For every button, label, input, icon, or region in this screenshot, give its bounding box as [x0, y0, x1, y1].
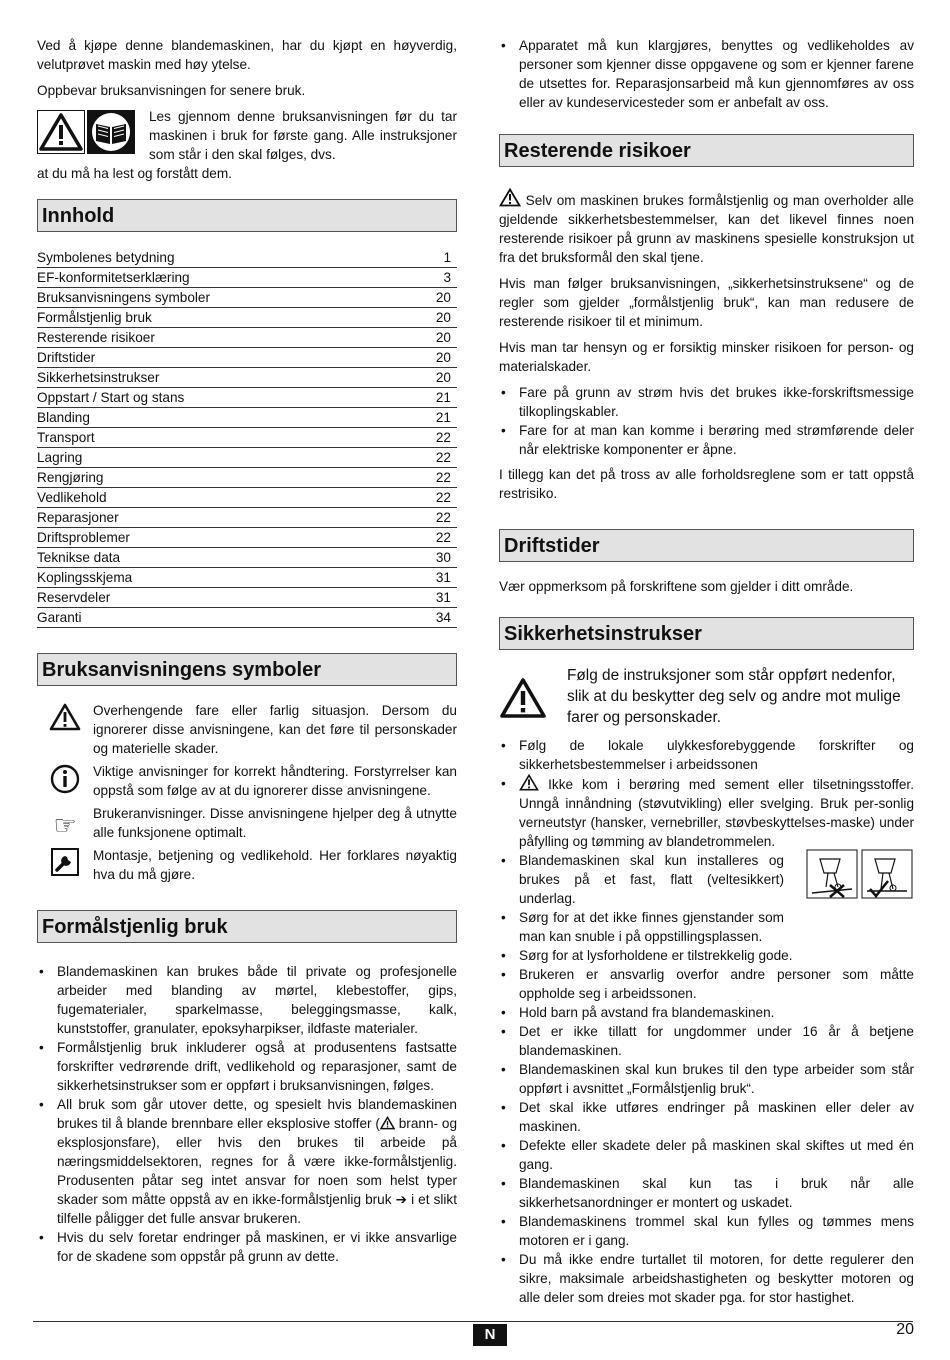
- warning-triangle-icon: [49, 703, 81, 731]
- toc-entry-label: Transport: [37, 430, 95, 445]
- residual-paragraph-2: Hvis man følger bruksanvisningen, „sikkerhetsinstruksene“ og de regler som gjelder „formålstjenlig bruk“, kan man redusere de resterende risikoer til et minimum.: [499, 276, 914, 329]
- residual-paragraph-1: Selv om maskinen brukes formålstjenlig og man overholder alle gjeldende sikkerhetsbestemmelser, kan det likevel finnes noen resterende risikoer på grunn av maskinens spesielle konstruksjon ut fra det bruksformål den skal tjene.: [499, 188, 914, 267]
- toc-row: [37, 268, 457, 288]
- list-item: • Du må ikke endre turtallet til motoren, for dette regulerer den sikre, maksimale arbeidshastigheten og beskytter motoren og alle deler som dreies mot skader pga. for stor hastighet.: [499, 1250, 914, 1307]
- toc-entry-label: Formålstjenlig bruk: [37, 310, 152, 325]
- read-manual-block: [37, 107, 457, 164]
- toc-entry-label: Koplingsskjema: [37, 570, 133, 585]
- toc-entry-page: 21: [435, 410, 451, 425]
- toc-entry-label: Driftsproblemer: [37, 530, 130, 545]
- safety-lead-text: Følg de instruksjoner som står oppført nedenfor, slik at du beskytter deg selv og andre mot mulige farer og personskader.: [567, 667, 901, 726]
- residual-paragraph-4: I tillegg kan det på tross av alle forholdsreglene som er tatt oppstå restrisiko.: [499, 467, 914, 501]
- toc-section: [37, 199, 457, 628]
- symbol-warning-text: Overhengende fare eller farlig situasjon. Dersom du ignorerer disse anvisningene, kan det føre til personskader og materielle skader.: [93, 703, 457, 756]
- toc-entry-page: 20: [435, 330, 451, 345]
- toc-entry-label: Reparasjoner: [37, 510, 119, 525]
- symbol-row-warning: [37, 701, 457, 758]
- toc-row: [37, 528, 457, 548]
- list-item: • Følg de lokale ulykkesforebyggende forskrifter og sikkerhetsbestemmelser i arbeidssonen: [499, 736, 914, 774]
- toc-entry-label: Oppstart / Start og stans: [37, 390, 185, 405]
- list-item: • Blandemaskinen skal kun installeres og brukes på et fast, flatt (veltesikkert) underlag.: [499, 851, 914, 908]
- toc-entry-page: 20: [435, 310, 451, 325]
- toc-entry-label: Sikkerhetsinstrukser: [37, 370, 160, 385]
- list-item: • Sørg for at lysforholdene er tilstrekkelig gode.: [499, 946, 914, 965]
- toc-row: [37, 468, 457, 488]
- operating-times-heading: Driftstider: [499, 529, 914, 562]
- list-item: • Det er ikke tillatt for ungdommer under 16 år å betjene blandemaskinen.: [499, 1022, 914, 1060]
- left-column: [37, 36, 457, 1266]
- intro-paragraph-3: Les gjennom denne bruksanvisningen før du tar maskinen i bruk for første gang. Alle instruksjoner som står i den skal følges, dvs.: [149, 109, 457, 162]
- toc-row: [37, 348, 457, 368]
- read-manual-icons: [37, 110, 135, 164]
- list-item: • Blandemaskinen skal kun brukes til den type arbeider som står oppført i avsnittet „Formålstjenlig bruk“.: [499, 1060, 914, 1098]
- symbol-wrench-text: Montasje, betjening og vedlikehold. Her forklares nøyaktig hva du må gjøre.: [93, 848, 457, 882]
- toc-row: [37, 448, 457, 468]
- symbol-row-info: [37, 762, 457, 800]
- list-item: • Fare for at man kan komme i berøring med strømførende deler når elektriske komponenter er åpne.: [499, 421, 914, 459]
- read-manual-book-icon: [87, 110, 135, 154]
- toc-row: [37, 428, 457, 448]
- toc-entry-label: Driftstider: [37, 350, 96, 365]
- toc-entry-page: 22: [435, 430, 451, 445]
- symbol-row-hand: [37, 804, 457, 842]
- language-badge: N: [473, 1324, 507, 1346]
- intended-use-list: [37, 962, 457, 1266]
- warning-triangle-icon: [380, 1116, 395, 1130]
- symbol-info-text: Viktige anvisninger for korrekt håndtering. Forstyrrelser kan oppstå som følge av at du ignorerer disse anvisningene.: [93, 764, 457, 798]
- info-icon: [50, 764, 80, 794]
- warning-triangle-icon: [519, 774, 539, 791]
- toc-entry-label: Bruksanvisningens symboler: [37, 290, 211, 305]
- toc-row: [37, 548, 457, 568]
- right-intro-list: [499, 36, 914, 112]
- list-item: • Brukeren er ansvarlig overfor andre personer som måtte oppholde seg i arbeidssonen.: [499, 965, 914, 1003]
- toc-entry-label: Reservdeler: [37, 590, 111, 605]
- residual-list: [499, 383, 914, 459]
- toc-row: [37, 368, 457, 388]
- list-item: • Blandemaskinens trommel skal kun fylles og tømmes mens motoren er i gang.: [499, 1212, 914, 1250]
- warning-triangle-icon: [499, 677, 547, 719]
- toc-entry-page: 22: [435, 490, 451, 505]
- toc-row: [37, 568, 457, 588]
- toc-entry-page: 20: [435, 350, 451, 365]
- list-item: • All bruk som går utover dette, og spesielt hvis blandemaskinen brukes til å blande brennbare eller eksplosive stoffer ( brann- og eksplosjonsfare), eller hvis den brukes til arbeide på næringsmiddelsektoren, regnes for å være ikke-formålstjenlig. Produsenten påtar seg intet ansvar for noen som helst typer skader som måtte oppstå av en ikke-formålstjenlig bruk ➔ i et slikt tilfelle påligger det fulle ansvar brukeren.: [37, 1095, 457, 1228]
- safety-heading: Sikkerhetsinstrukser: [499, 617, 914, 650]
- toc-entry-page: 22: [435, 510, 451, 525]
- list-item: • Defekte eller skadete deler på maskinen skal skiftes ut med én gang.: [499, 1136, 914, 1174]
- toc-entry-label: Lagring: [37, 450, 83, 465]
- list-item: • Blandemaskinen skal kun tas i bruk når alle sikkerhetsanordninger er montert og uskadet.: [499, 1174, 914, 1212]
- symbols-section: [37, 653, 457, 884]
- list-item: • Hold barn på avstand fra blandemaskinen.: [499, 1003, 914, 1022]
- toc-entry-page: 20: [435, 370, 451, 385]
- toc-entry-page: 1: [443, 250, 451, 265]
- toc-entry-page: 30: [435, 550, 451, 565]
- toc-entry-page: 34: [435, 610, 451, 625]
- toc-entry-label: EF-konformitetserklæring: [37, 270, 190, 285]
- list-item: • Ikke kom i berøring med sement eller tilsetningsstoffer. Unngå innåndning (støvutvikling) eller svelging. Bruk per-sonlig verneutstyr (hansker, vernebriller, støvbeskyttelses-maske) under påfylling og tømming av blandetrommelen.: [499, 774, 914, 851]
- residual-heading: Resterende risikoer: [499, 134, 914, 167]
- toc-entry-page: 31: [435, 590, 451, 605]
- toc-entry-label: Blanding: [37, 410, 90, 425]
- toc-entry-page: 22: [435, 470, 451, 485]
- list-item: • Sørg for at det ikke finnes gjenstander som man kan snuble i på oppstillingsplassen.: [499, 908, 914, 946]
- page-number: 20: [896, 1321, 914, 1338]
- toc-entry-label: Garanti: [37, 610, 82, 625]
- symbols-heading: Bruksanvisningens symboler: [37, 653, 457, 686]
- toc-row: [37, 488, 457, 508]
- toc-row: [37, 248, 457, 268]
- safety-lead-block: [499, 665, 914, 728]
- toc-entry-label: Rengjøring: [37, 470, 104, 485]
- list-item: • Blandemaskinen kan brukes både til private og profesjonelle arbeider med blanding av mørtel, klebestoffer, gips, fugematerialer, sparkelmasse, beleggingsmasse, kalk, kunststoffer, granulater, epoksyharpikser, ildfaste materialer.: [37, 962, 457, 1038]
- list-item: • Fare på grunn av strøm hvis det brukes ikke-forskriftsmessige tilkoplingskabler.: [499, 383, 914, 421]
- toc-row: [37, 588, 457, 608]
- list-item: • Det skal ikke utføres endringer på maskinen eller deler av maskinen.: [499, 1098, 914, 1136]
- warning-triangle-icon: [37, 110, 85, 154]
- pointing-hand-icon: ☞: [53, 810, 77, 840]
- toc-heading: Innhold: [37, 199, 457, 232]
- warning-triangle-icon: [499, 188, 521, 207]
- footer-divider: [33, 1321, 913, 1322]
- toc-list: [37, 248, 457, 628]
- symbol-row-wrench: [37, 846, 457, 884]
- toc-row: [37, 388, 457, 408]
- toc-row: [37, 308, 457, 328]
- toc-entry-page: 3: [443, 270, 451, 285]
- wrench-icon: [51, 848, 79, 876]
- toc-row: [37, 328, 457, 348]
- intended-use-section: [37, 910, 457, 1266]
- toc-entry-page: 21: [435, 390, 451, 405]
- toc-entry-page: 20: [435, 290, 451, 305]
- list-item: • Hvis du selv foretar endringer på maskinen, er vi ikke ansvarlige for de skadene som oppstår på grunn av dette.: [37, 1228, 457, 1266]
- symbol-hand-text: Brukeranvisninger. Disse anvisningene hjelper deg å utnytte alle funksjonene optimalt.: [93, 806, 457, 840]
- toc-entry-page: 31: [435, 570, 451, 585]
- arrow-right-icon: ➔: [395, 1192, 407, 1207]
- residual-paragraph-3: Hvis man tar hensyn og er forsiktig minsker risikoen for person- og materialskader.: [499, 340, 914, 374]
- intro-paragraph-2: Oppbevar bruksanvisningen for senere bruk.: [37, 83, 306, 98]
- toc-entry-page: 22: [435, 450, 451, 465]
- toc-row: [37, 508, 457, 528]
- symbols-list: [37, 701, 457, 884]
- toc-row: [37, 608, 457, 628]
- safety-list: [499, 736, 914, 1307]
- right-column: [499, 36, 914, 1307]
- intended-use-heading: Formålstjenlig bruk: [37, 910, 457, 943]
- toc-row: [37, 288, 457, 308]
- toc-entry-label: Vedlikehold: [37, 490, 107, 505]
- intro-paragraph-1: Ved å kjøpe denne blandemaskinen, har du kjøpt en høyverdig, velutprøvet maskin med høy ytelse.: [37, 38, 457, 72]
- list-item: • Apparatet må kun klargjøres, benyttes og vedlikeholdes av personer som kjenner disse oppgavene og som er kjenner farene de utsettes for. Reparasjonsarbeid må kun gjennomføres av oss eller av kundeservicesteder som er anbefalt av oss.: [499, 36, 914, 112]
- list-item: • Formålstjenlig bruk inkluderer også at produsentens fastsatte forskrifter vedrørende drift, vedlikehold og reparasjoner, samt de sikkerhetsinstrukser som er oppført i bruksanvisningen, følges.: [37, 1038, 457, 1095]
- toc-row: [37, 408, 457, 428]
- toc-entry-page: 22: [435, 530, 451, 545]
- residual-section: [499, 134, 914, 503]
- toc-entry-label: Teknikse data: [37, 550, 121, 565]
- toc-entry-label: Resterende risikoer: [37, 330, 155, 345]
- operating-times-section: [499, 529, 914, 596]
- intro-paragraph-3-end: at du må ha lest og forstått dem.: [37, 166, 232, 181]
- operating-times-paragraph: Vær oppmerksom på forskriftene som gjelder i ditt område.: [499, 579, 854, 594]
- stable-surface-illustration: [806, 849, 914, 899]
- safety-section: [499, 617, 914, 1307]
- toc-entry-label: Symbolenes betydning: [37, 250, 175, 265]
